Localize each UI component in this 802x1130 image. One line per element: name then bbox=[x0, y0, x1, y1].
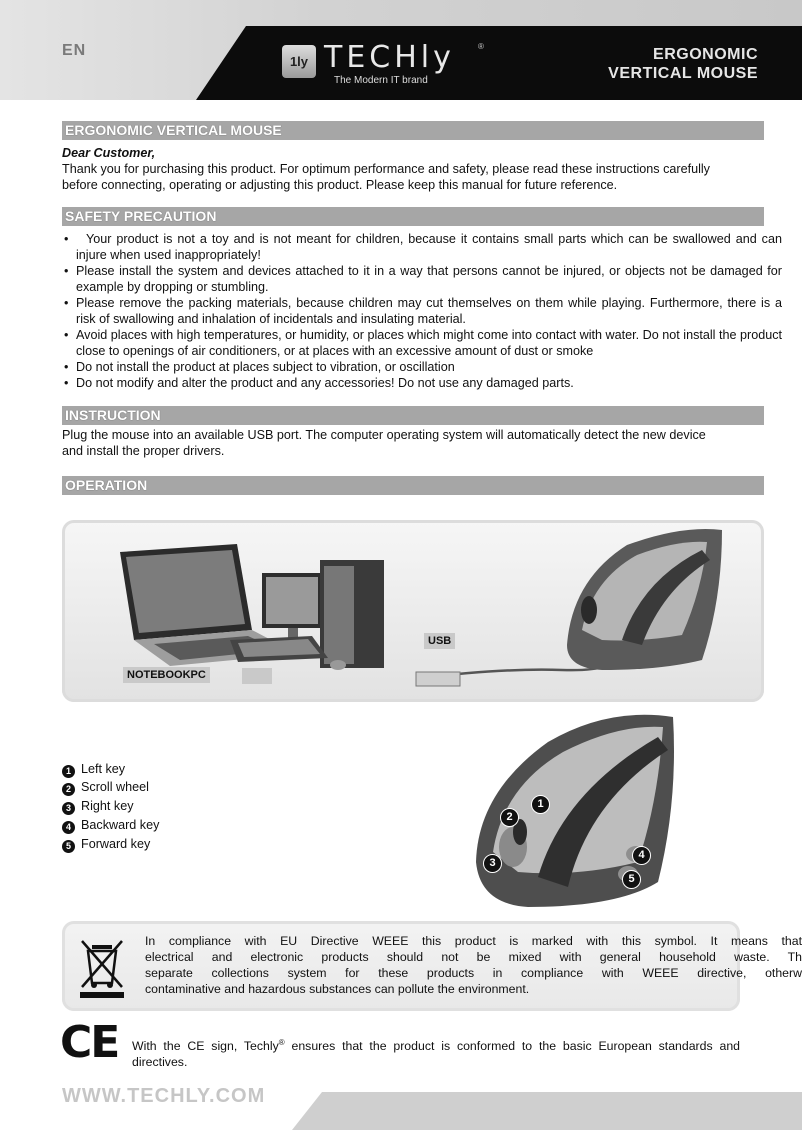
section-heading-intro: ERGONOMIC VERTICAL MOUSE bbox=[62, 121, 764, 140]
callout-1-icon: 1 bbox=[531, 795, 550, 814]
list-item: • Do not modify and alter the product and any accessories! Do not use any damaged parts. bbox=[64, 376, 574, 390]
list-item: • Your product is not a toy and is not meant for children, because it contains small parts which can be swallowed and can injure when used inappropriately! bbox=[64, 232, 782, 262]
bullet-icon: • bbox=[64, 264, 69, 278]
vertical-mouse-illustration bbox=[567, 529, 722, 670]
usb-plug-icon bbox=[416, 672, 460, 686]
logo-badge: 1ly bbox=[282, 45, 316, 78]
key-item-left: 1 Left key bbox=[62, 761, 125, 778]
list-item: • Please install the system and devices attached to it in a way that persons cannot be injured, or objects not be damaged for example by dropping or stumbling. bbox=[64, 264, 782, 294]
number-badge-icon: 1 bbox=[62, 765, 75, 778]
weee-line: In compliance with EU Directive WEEE this product is marked with this symbol. It means that bbox=[145, 934, 802, 948]
bullet-icon: • bbox=[64, 296, 69, 310]
section-heading-instruction: INSTRUCTION bbox=[62, 406, 764, 425]
label-placeholder-box bbox=[242, 668, 272, 684]
number-badge-icon: 3 bbox=[62, 802, 75, 815]
bullet-icon: • bbox=[64, 328, 69, 342]
techly-logo bbox=[282, 40, 492, 92]
callout-3-icon: 3 bbox=[483, 854, 502, 873]
key-item-right: 3 Right key bbox=[62, 798, 134, 815]
greeting: Dear Customer, bbox=[62, 146, 156, 160]
callout-2-icon: 2 bbox=[500, 808, 519, 827]
number-badge-icon: 4 bbox=[62, 821, 75, 834]
bullet-icon: • bbox=[64, 360, 69, 374]
key-item-scroll: 2 Scroll wheel bbox=[62, 779, 149, 796]
bullet-icon: • bbox=[64, 232, 69, 246]
notebook-pc-label: NOTEBOOKPC bbox=[123, 667, 210, 683]
list-item: • Please remove the packing materials, because children may cut themselves on them while playing. Furthermore, there is a risk of swallowing and inhalation of incidentals and insulating material. bbox=[64, 296, 782, 326]
document-title-line2: VERTICAL MOUSE bbox=[608, 65, 758, 82]
weee-line: electrical and electronic products should not be mixed with general household waste. Th bbox=[145, 950, 802, 964]
logo-registered-mark: ® bbox=[478, 42, 484, 51]
section-heading-operation: OPERATION bbox=[62, 476, 764, 495]
intro-line: before connecting, operating or adjusting this product. Please keep this manual for future reference. bbox=[62, 178, 618, 192]
instruction-line: Plug the mouse into an available USB port. The computer operating system will automatically detect the new device bbox=[62, 428, 706, 442]
callout-4-icon: 4 bbox=[632, 846, 651, 865]
logo-wordmark: TECHly bbox=[324, 40, 455, 75]
ce-line: directives. bbox=[132, 1055, 188, 1070]
safety-list bbox=[62, 231, 782, 391]
intro-paragraph bbox=[62, 161, 772, 193]
number-badge-icon: 2 bbox=[62, 783, 75, 796]
logo-tagline: The Modern IT brand bbox=[334, 75, 428, 86]
weee-line: contaminative and hazardous substances can pollute the environment. bbox=[145, 982, 530, 996]
language-label: EN bbox=[62, 42, 87, 59]
callout-5-icon: 5 bbox=[622, 870, 641, 889]
operation-illustration-panel bbox=[62, 520, 764, 702]
usb-label: USB bbox=[424, 633, 455, 649]
key-item-backward: 4 Backward key bbox=[62, 817, 159, 834]
section-heading-safety: SAFETY PRECAUTION bbox=[62, 207, 764, 226]
intro-line: Thank you for purchasing this product. For optimum performance and safety, please read these instructions carefully bbox=[62, 162, 710, 176]
ce-line: With the CE sign, Techly® ensures that the product is conformed to the basic European standards and bbox=[132, 1038, 740, 1054]
key-item-forward: 5 Forward key bbox=[62, 836, 150, 853]
ce-mark-icon: CE bbox=[60, 1017, 119, 1068]
number-badge-icon: 5 bbox=[62, 840, 75, 853]
instruction-paragraph bbox=[62, 427, 772, 459]
document-title-line1: ERGONOMIC bbox=[653, 46, 758, 63]
list-item: • Do not install the product at places subject to vibration, or oscillation bbox=[64, 360, 455, 374]
list-item: • Avoid places with high temperatures, or humidity, or places which might come into contact with water. Do not install the product close to openings of air conditioners, or at places with an excessive amount of dust or smoke bbox=[64, 328, 782, 358]
desktop-pc-illustration bbox=[230, 560, 384, 670]
weee-bin-icon bbox=[78, 937, 130, 999]
bullet-icon: • bbox=[64, 376, 69, 390]
weee-line: separate collections system for these products in compliance with WEEE directive, otherw bbox=[145, 966, 802, 980]
instruction-line: and install the proper drivers. bbox=[62, 444, 225, 458]
ce-notice bbox=[132, 1035, 740, 1070]
website-link[interactable]: WWW.TECHLY.COM bbox=[62, 1085, 266, 1107]
